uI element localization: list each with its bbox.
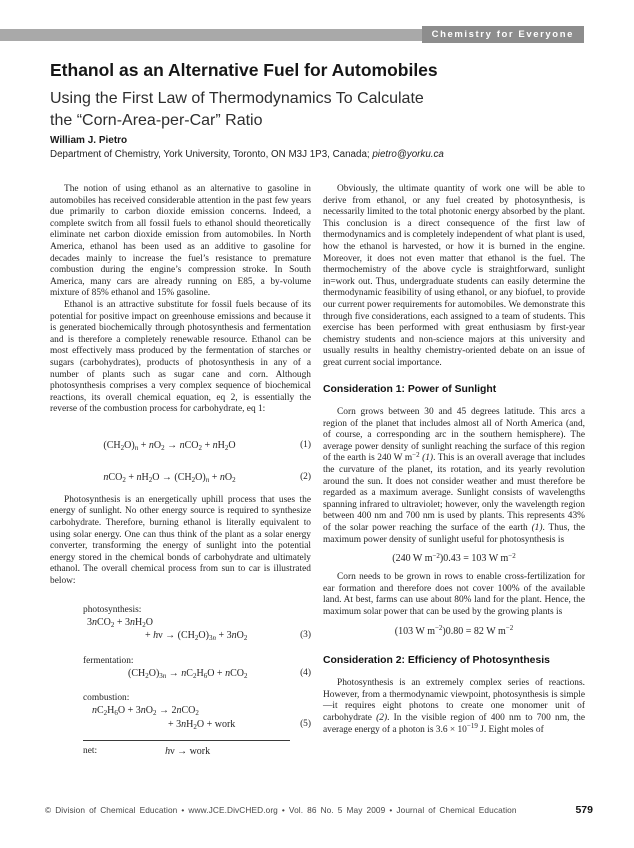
scheme-combustion-line2-body: + $3nH_2O$ + work bbox=[168, 718, 236, 731]
paragraph-corn-latitude: Corn grows between 30 and 45 degrees latitude. This arcs a region of the planet that includes almost all of North America (and, of course, a corresponding arc in the southern hemisphere). The average power density of sunlight reaching the surface of this region of the earth is 240 W $m^{-2}$ (1). This is an overall average that includes the curvature of the planet, its rotation, and its yearly revolution around the sun. It does not consider weather and must therefore be regarded as a maximum average. Sunlight consists of wavelengths spanning infrared to ultraviolet; however, only the wavelength region between 400 nm and 700 nm is used by plants. This represents 43% of the solar power reaching the surface of the earth (1). Thus, the maximum power density of sunlight useful for photosynthesis is bbox=[323, 407, 586, 545]
paragraph-intro: The notion of using ethanol as an alternative to gasoline in automobiles has received considerable attention in the past few years due primarily to carbon dioxide emission concerns. Indeed, a complete switch from all fossil fuels to ethanol should theoretically eliminate net carbon dioxide emission from automobiles. In North America, ethanol has been used as an additive to gasoline for decades mainly to increase the fuel’s resistance to premature combustion during the engine’s compression stroke. In South America, many cars are already running on E85, a by-volume mixture of 85% ethanol and 15% gasoline. bbox=[50, 184, 311, 299]
equation-1 bbox=[50, 439, 311, 452]
section-banner: Chemistry for Everyone bbox=[422, 26, 584, 43]
paragraph-ethanol-substitute: Ethanol is an attractive substitute for fossil fuels because of its potential for positive impact on greenhouse emissions and because it is generated biochemically through photosynthesis and fermentation and is therefore a completely renewable resource. Ethanol can be most effectively mass produced by the fermentation of starches or sugars (carbohydrates), products of photosynthesis in any of a number of plants such as sugar cane and corn. Although photosynthesis comprises a very complex sequence of biochemical reactions, its overall chemical equation, eq 2, is essentially the reverse of the combustion process for carbohydrate, eq 1: bbox=[50, 299, 311, 415]
equation-sunlight-power: (240 W $m^{-2})0.43 = 103$ W $m^{-2}$ bbox=[392, 551, 516, 565]
equation-5-number: (5) bbox=[300, 718, 311, 729]
scheme-net-body: hν → work bbox=[165, 746, 211, 758]
scheme-photosynthesis-line1-body: $3nCO_2 + 3nH_2O$ bbox=[87, 616, 154, 629]
paragraph-photosynthesis-efficiency: Photosynthesis is an extremely complex series of reactions. However, from a thermodynamic viewpoint, photosynthesis is simple—it requires eight photons to create one monomer unit of carbohydrate (2). In the visible region of 400 nm to 700 nm, the average energy of a photon is $3.6 \times 10^{-19}$ J. Eight moles of bbox=[323, 678, 585, 735]
equation-1-number: (1) bbox=[300, 439, 311, 450]
scheme-sum-rule bbox=[83, 740, 290, 741]
scheme-fermentation-label: fermentation: bbox=[83, 655, 134, 666]
scheme-fermentation-line bbox=[50, 667, 311, 681]
author-name: William J. Pietro bbox=[50, 135, 128, 146]
scheme-photosynthesis-line2-body: + $h\nu \to (CH_2O)_{3n} + 3nO_2$ bbox=[145, 630, 248, 643]
scheme-net-label: net: bbox=[83, 746, 98, 757]
author-affiliation: Department of Chemistry, York University, Toronto, ON M3J 1P3, Canada; pietro@yorku.ca bbox=[50, 149, 444, 160]
page-number: 579 bbox=[575, 804, 593, 816]
scheme-fermentation-body: $(CH_2O)_{3n} \to nC_2H_6O + nCO_2$ bbox=[128, 667, 248, 680]
paragraph-corn-rows: Corn needs to be grown in rows to enable cross-fertilization for ear formation and therefore does not cover 100% of the available land. At best, farms can use about 80% land for the plant. Hence, the maximum solar power that can be used by the growing plants is bbox=[323, 572, 585, 617]
article-title: Ethanol as an Alternative Fuel for Automobiles bbox=[50, 60, 438, 80]
paragraph-first-law: Obviously, the ultimate quantity of work one will be able to derive from ethanol, or any fuel created by photosynthesis, is necessarily limited to the total photonic energy absorbed by the plant. This conclusion is a direct consequence of the first law of thermodynamics and is completely independent of what plant is used, how the ethanol is harvested, or how it is burned in the engine. Moreover, it does not even matter that ethanol is the fuel. The thermochemistry of the above cycle is straightforward, sunlight in=work out. Thus, undergraduate students can easily determine the thermodynamic feasibility of using ethanol, or any biofuel, to provide our current power requirements for automobiles. We demonstrate this through five considerations, each assigned to a team of students. This exercise has been performed with great enthusiasm by first-year chemistry students and non-science majors at this university and usually results in healthy chemistry-oriented debate on an issue of great current social importance. bbox=[323, 184, 585, 368]
page-footer bbox=[45, 804, 593, 816]
equation-2-body: $nCO_2 + nH_2O \to (CH_2O)_n + nO_2$ bbox=[103, 471, 236, 485]
left-column bbox=[50, 184, 311, 759]
scheme-combustion-line1 bbox=[50, 704, 311, 718]
subtitle-line-2: the “Corn-Area-per-Car” Ratio bbox=[50, 111, 263, 129]
right-column bbox=[323, 184, 585, 736]
equation-4-number: (4) bbox=[300, 667, 311, 678]
heading-consideration-2: Consideration 2: Efficiency of Photosynthesis bbox=[323, 654, 550, 666]
scheme-net-line bbox=[50, 745, 311, 759]
scheme-photosynthesis-label: photosynthesis: bbox=[83, 604, 142, 615]
reaction-scheme bbox=[50, 604, 311, 759]
heading-consideration-1: Consideration 1: Power of Sunlight bbox=[323, 383, 497, 395]
footer-citation: © Division of Chemical Education • www.JCE.DivCHED.org • Vol. 86 No. 5 May 2009 • Journal of Chemical Education bbox=[45, 805, 517, 815]
scheme-combustion-label: combustion: bbox=[83, 693, 130, 704]
paragraph-photosynthesis-uphill: Photosynthesis is an energetically uphill process that uses the energy of sunlight. No other energy source is required to synthesize carbohydrate. Therefore, burning ethanol is literally equivalent to using solar energy. One can thus think of the plant as a solar energy converter, transforming the energy of sunlight into the potential energy stored in the chemical bonds of carbohydrate and ultimately ethanol. The overall chemical process from sun to car is illustrated below: bbox=[50, 494, 311, 587]
equation-plant-power: (103 W $m^{-2})0.80 = 82$ W $m^{-2}$ bbox=[394, 624, 514, 637]
subtitle-line-1: Using the First Law of Thermodynamics To Calculate bbox=[50, 90, 424, 107]
scheme-photosynthesis-line1 bbox=[50, 616, 311, 630]
article-subtitle bbox=[50, 88, 570, 131]
equation-3-number: (3) bbox=[300, 630, 311, 641]
scheme-combustion-line2 bbox=[50, 718, 311, 732]
equation-2 bbox=[50, 471, 311, 484]
scheme-photosynthesis-line2 bbox=[50, 629, 311, 643]
equation-2-number: (2) bbox=[300, 471, 311, 482]
scheme-combustion-line1-body: $nC_2H_6O + 3nO_2 \to 2nCO_2$ bbox=[92, 705, 199, 718]
equation-1-body: $(CH_2O)_n + nO_2 \to nCO_2 + nH_2O$ bbox=[103, 439, 236, 453]
